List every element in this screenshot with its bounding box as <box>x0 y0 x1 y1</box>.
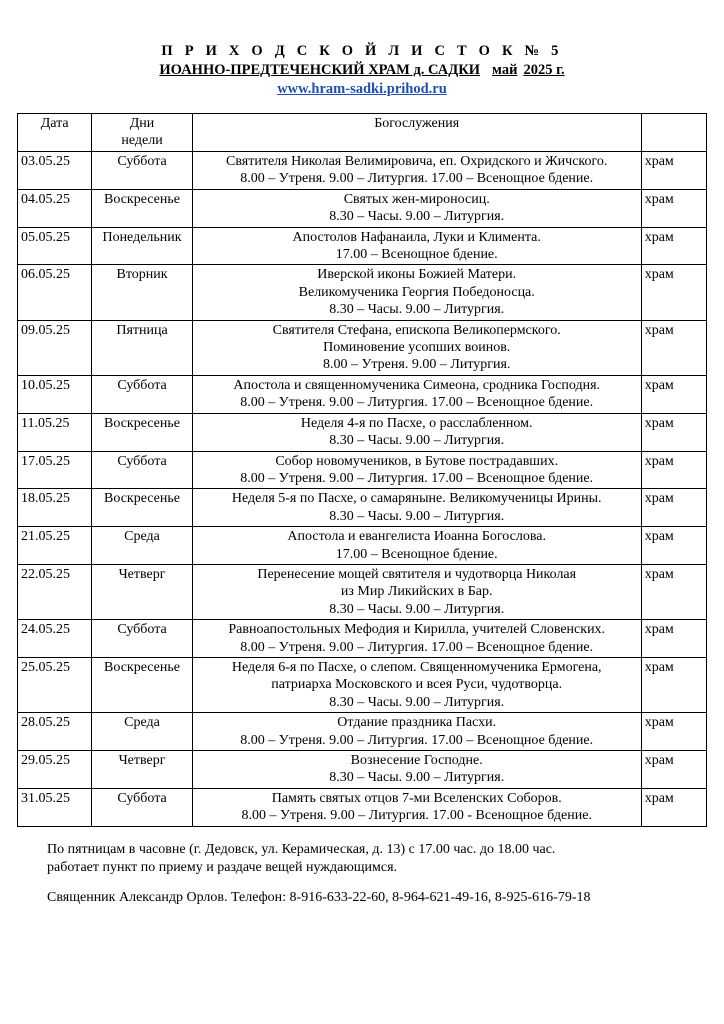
row-day: Среда <box>92 713 192 751</box>
row-day: Воскресенье <box>92 189 192 227</box>
service-line: 8.30 – Часы. 9.00 – Литургия. <box>329 302 505 318</box>
leaflet-title: П Р И Х О Д С К О Й Л И С Т О К № 5 <box>161 43 563 59</box>
table-row <box>18 713 707 751</box>
document-header <box>0 42 724 98</box>
service-line: 8.30 – Часы. 9.00 – Литургия. <box>329 508 505 524</box>
row-day: Суббота <box>92 788 192 826</box>
row-date: 24.05.25 <box>18 620 92 658</box>
row-services <box>192 620 641 658</box>
service-line: 8.00 – Утреня. 9.00 – Литургия. 17.00 – Всенощное бдение. <box>240 171 594 187</box>
service-line: Святителя Николая Велимировича, еп. Охридского и Жичского. <box>226 154 608 169</box>
table-row <box>18 375 707 413</box>
row-date: 18.05.25 <box>18 489 92 527</box>
service-line: 8.30 – Часы. 9.00 – Литургия. <box>329 601 505 617</box>
service-line: 8.00 – Утреня. 9.00 – Литургия. 17.00 – Всенощное бдение. <box>240 470 594 486</box>
row-place: храм <box>641 620 706 658</box>
schedule-table <box>17 113 707 827</box>
row-day: Понедельник <box>92 227 192 265</box>
row-day: Суббота <box>92 620 192 658</box>
year-label: 2025 г. <box>523 62 565 78</box>
row-day: Воскресенье <box>92 657 192 712</box>
row-date: 06.05.25 <box>18 265 92 320</box>
service-line: Память святых отцов 7-ми Вселенских Соборов. <box>271 790 562 806</box>
row-services <box>192 527 641 565</box>
priest-contact: Священник Александр Орлов. Телефон: 8-916-633-22-60, 8-964-621-49-16, 8-925-616-79-18 <box>47 890 591 905</box>
service-line: Неделя 5-я по Пасхе, о самаряныне. Великомученицы Ирины. <box>231 491 602 507</box>
row-place: храм <box>641 657 706 712</box>
table-row <box>18 451 707 489</box>
row-place: храм <box>641 527 706 565</box>
row-place: храм <box>641 788 706 826</box>
service-line: Иверской иконы Божией Матери. <box>317 267 517 283</box>
row-day: Пятница <box>92 320 192 375</box>
row-services <box>192 451 641 489</box>
row-services <box>192 320 641 375</box>
row-services <box>192 564 641 619</box>
row-place: храм <box>641 713 706 751</box>
row-services <box>192 657 641 712</box>
service-line: Апостолов Нафанаила, Луки и Климента. <box>292 229 541 245</box>
table-row <box>18 564 707 619</box>
service-line: Вознесение Господне. <box>350 753 483 768</box>
table-row <box>18 152 707 190</box>
service-line: 8.00 – Утреня. 9.00 – Литургия. 17.00 – Всенощное бдение. <box>240 395 594 411</box>
service-line: Апостола и священномученика Симеона, сродника Господня. <box>233 377 601 393</box>
header-date: Дата <box>18 114 92 152</box>
service-line: 8.30 – Часы. 9.00 – Литургия. <box>329 770 505 786</box>
service-line: 8.00 – Утреня. 9.00 – Литургия. 17.00 – Всенощное бдение. <box>240 732 594 748</box>
table-row <box>18 265 707 320</box>
row-date: 29.05.25 <box>18 751 92 789</box>
service-line: 8.30 – Часы. 9.00 – Литургия. <box>329 694 505 710</box>
service-line: Апостола и евангелиста Иоанна Богослова. <box>287 529 546 545</box>
row-date: 09.05.25 <box>18 320 92 375</box>
service-line: патриарха Московского и всея Руси, чудотворца. <box>271 677 563 693</box>
row-date: 22.05.25 <box>18 564 92 619</box>
service-line: 8.00 – Утреня. 9.00 – Литургия. 17.00 – Всенощное бдение. <box>240 639 594 655</box>
service-line: 8.00 – Утреня. 9.00 – Литургия. <box>322 357 511 373</box>
header-place <box>641 114 706 152</box>
row-date: 04.05.25 <box>18 189 92 227</box>
row-day: Среда <box>92 527 192 565</box>
row-services <box>192 413 641 451</box>
service-line: из Мир Ликийских в Бар. <box>340 584 493 600</box>
table-header-row <box>18 114 707 152</box>
row-services <box>192 265 641 320</box>
schedule-rows <box>18 152 707 827</box>
row-services <box>192 189 641 227</box>
row-date: 28.05.25 <box>18 713 92 751</box>
row-place: храм <box>641 152 706 190</box>
row-place: храм <box>641 375 706 413</box>
service-line: 8.00 – Утреня. 9.00 – Литургия. 17.00 - Всенощное бдение. <box>241 808 592 824</box>
note-line-1: По пятницам в часовне (г. Дедовск, ул. Керамическая, д. 13) с 17.00 час. до 18.00 час. <box>47 842 556 857</box>
row-date: 05.05.25 <box>18 227 92 265</box>
row-services <box>192 375 641 413</box>
row-place: храм <box>641 489 706 527</box>
row-place: храм <box>641 320 706 375</box>
note-line-2: работает пункт по приему и раздаче вещей нуждающимся. <box>47 860 398 875</box>
month-label: май <box>492 62 518 78</box>
row-place: храм <box>641 413 706 451</box>
service-line: Равноапостольных Мефодия и Кирилла, учителей Словенских. <box>228 622 606 638</box>
table-row <box>18 751 707 789</box>
service-line: Неделя 4-я по Пасхе, о расслабленном. <box>300 415 533 431</box>
service-line: 17.00 – Всенощное бдение. <box>335 247 498 263</box>
header-services: Богослужения <box>192 114 641 152</box>
service-line: Великомученика Георгия Победоносца. <box>298 284 535 300</box>
service-line: 8.30 – Часы. 9.00 – Литургия. <box>329 209 505 225</box>
row-place: храм <box>641 564 706 619</box>
row-place: храм <box>641 265 706 320</box>
service-line: Собор новомучеников, в Бутове пострадавших. <box>275 453 559 469</box>
header-day <box>92 114 192 152</box>
row-services <box>192 152 641 190</box>
row-day: Четверг <box>92 564 192 619</box>
row-day: Суббота <box>92 451 192 489</box>
row-date: 31.05.25 <box>18 788 92 826</box>
row-place: храм <box>641 751 706 789</box>
table-row <box>18 413 707 451</box>
table-row <box>18 527 707 565</box>
service-line: Перенесение мощей святителя и чудотворца Николая <box>257 566 577 582</box>
row-day: Суббота <box>92 152 192 190</box>
row-services <box>192 489 641 527</box>
table-row <box>18 657 707 712</box>
table-row <box>18 788 707 826</box>
service-line: Отдание праздника Пасхи. <box>337 715 497 731</box>
row-services <box>192 788 641 826</box>
header-day-line1: Дни <box>129 116 155 131</box>
row-date: 10.05.25 <box>18 375 92 413</box>
service-line: 8.30 – Часы. 9.00 – Литургия. <box>329 433 505 449</box>
service-line: Святителя Стефана, епископа Великопермского. <box>272 322 561 338</box>
table-row <box>18 227 707 265</box>
service-line: Святых жен-мироносиц. <box>343 191 490 207</box>
website-link[interactable]: www.hram-sadki.prihod.ru <box>277 81 447 97</box>
row-day: Воскресенье <box>92 489 192 527</box>
row-date: 25.05.25 <box>18 657 92 712</box>
service-line: 17.00 – Всенощное бдение. <box>335 546 498 562</box>
row-services <box>192 227 641 265</box>
notes-block <box>47 841 555 877</box>
table-row <box>18 189 707 227</box>
row-date: 03.05.25 <box>18 152 92 190</box>
service-line: Неделя 6-я по Пасхе, о слепом. Священномученика Ермогена, <box>231 659 602 675</box>
row-place: храм <box>641 227 706 265</box>
row-place: храм <box>641 451 706 489</box>
row-date: 21.05.25 <box>18 527 92 565</box>
row-day: Четверг <box>92 751 192 789</box>
row-date: 11.05.25 <box>18 413 92 451</box>
church-name: ИОАННО-ПРЕДТЕЧЕНСКИЙ ХРАМ д. САДКИ <box>159 62 481 78</box>
row-place: храм <box>641 189 706 227</box>
service-line: Поминовение усопших воинов. <box>323 340 511 356</box>
row-date: 17.05.25 <box>18 451 92 489</box>
row-services <box>192 713 641 751</box>
header-day-line2: недели <box>121 133 163 149</box>
table-row <box>18 320 707 375</box>
table-row <box>18 620 707 658</box>
row-services <box>192 751 641 789</box>
church-title <box>0 61 724 79</box>
row-day: Вторник <box>92 265 192 320</box>
row-day: Воскресенье <box>92 413 192 451</box>
row-day: Суббота <box>92 375 192 413</box>
table-row <box>18 489 707 527</box>
